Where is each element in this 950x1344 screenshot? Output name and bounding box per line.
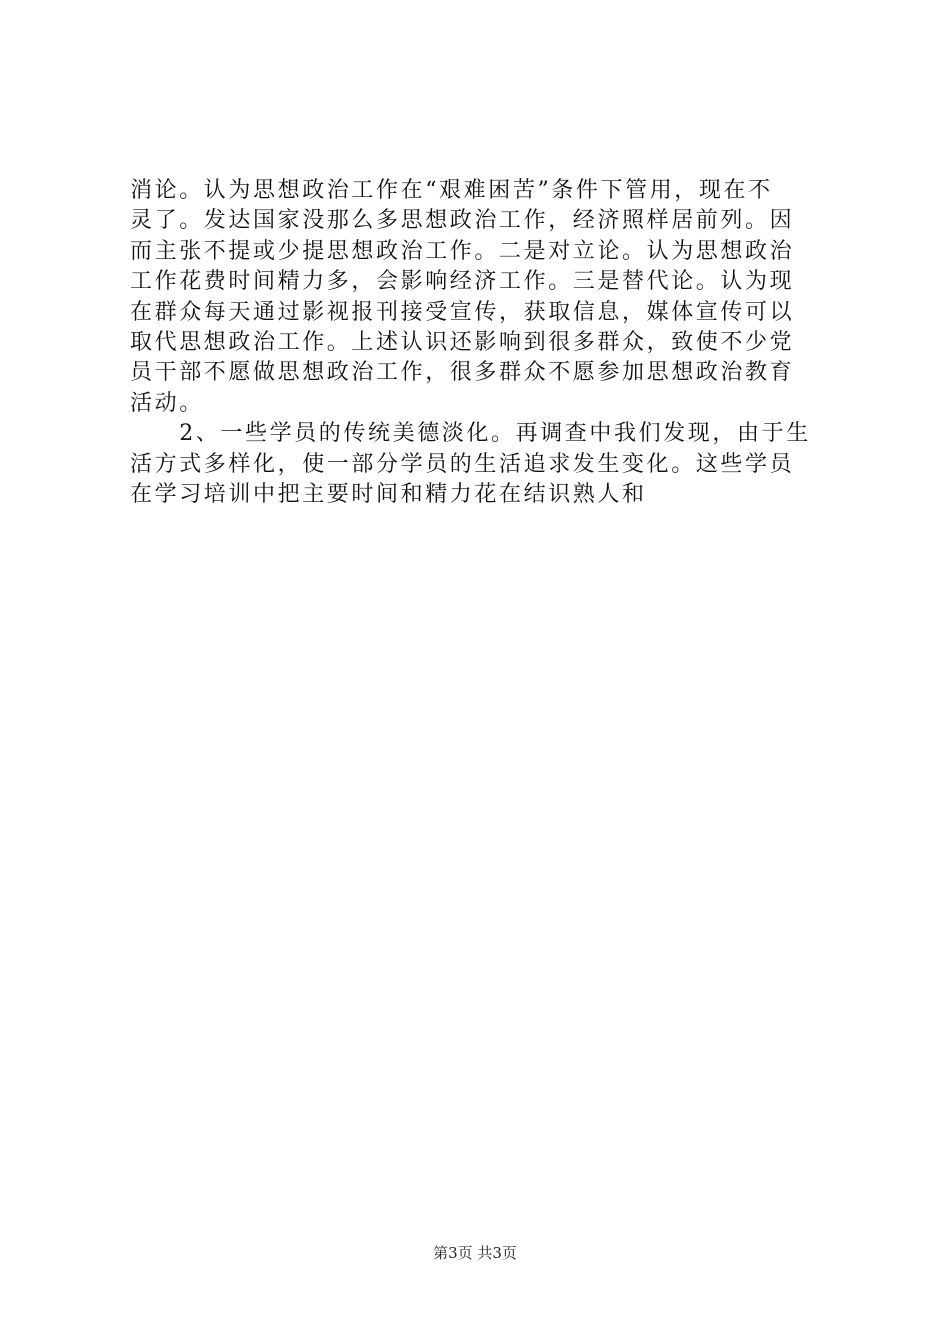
text-line: 活动。 (130, 390, 204, 416)
text-line: 活方式多样化，使一部分学员的生活追求发生变化。这些学员 (130, 451, 795, 477)
page-footer: 第3页 共3页 (433, 1244, 517, 1262)
text-line: 灵了。发达国家没那么多思想政治工作，经济照样居前列。因 (130, 208, 795, 234)
text-line: 在学习培训中把主要时间和精力花在结识熟人和 (130, 481, 647, 507)
text-line: 消论。认为思想政治工作在“艰难困苦”条件下管用，现在不 (130, 178, 773, 203)
body-text (130, 176, 830, 510)
text-line: 2、一些学员的传统美德淡化。再调查中我们发现，由于生 (130, 421, 811, 447)
text-line: 员干部不愿做思想政治工作，很多群众不愿参加思想政治教育 (130, 360, 795, 386)
text-line: 取代思想政治工作。上述认识还影响到很多群众，致使不少党 (130, 329, 795, 355)
text-line: 工作花费时间精力多，会影响经济工作。三是替代论。认为现 (130, 269, 795, 295)
text-line: 在群众每天通过影视报刊接受宣传，获取信息，媒体宣传可以 (130, 299, 795, 325)
text-line: 而主张不提或少提思想政治工作。二是对立论。认为思想政治 (130, 238, 795, 264)
